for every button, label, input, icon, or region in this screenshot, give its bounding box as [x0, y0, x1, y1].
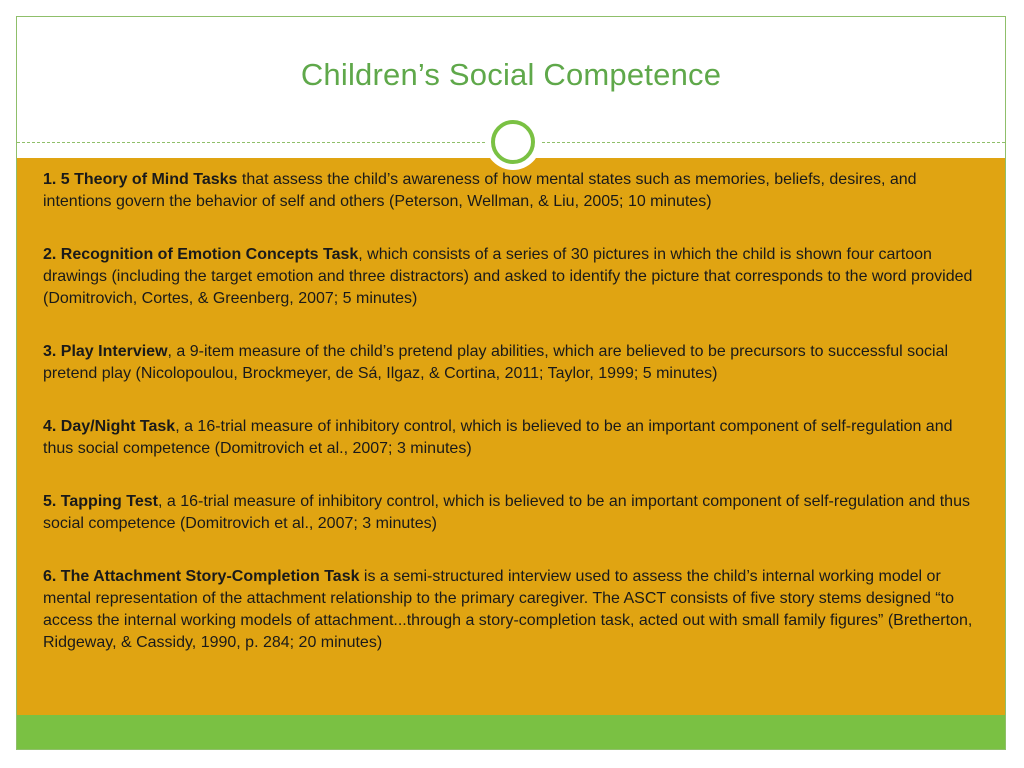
item-lead: 6. The Attachment Story-Completion Task	[43, 568, 360, 585]
circle-ornament-ring	[491, 120, 535, 164]
item-lead: 3. Play Interview	[43, 343, 168, 360]
item-lead: 4. Day/Night Task	[43, 418, 176, 435]
list-item	[43, 169, 983, 213]
item-text: , a 16-trial measure of inhibitory control, which is believed to be an important component of self-regulation and thus social competence (Domitrovich et al., 2007; 3 minutes)	[43, 493, 970, 532]
item-lead: 5. Tapping Test	[43, 493, 158, 510]
slide	[16, 16, 1006, 750]
list-item	[43, 341, 983, 385]
item-text: is a semi-structured interview used to assess the child’s internal working model or mental representation of the attachment relationship to the primary caregiver. The ASCT consists of five story stems designed “to access the internal working models of attachment...through a story-completion task, acted out with small family figures” (Bretherton, Ridgeway, & Cassidy, 1990, p. 284; 20 minutes)	[43, 568, 973, 651]
item-lead: 2. Recognition of Emotion Concepts Task	[43, 246, 359, 263]
item-text: , which consists of a series of 30 pictures in which the child is shown four cartoon drawings (including the target emotion and three distractors) and asked to identify the picture that corresponds to the word provided (Domitrovich, Cortes, & Greenberg, 2007; 5 minutes)	[43, 246, 973, 307]
slide-body	[43, 169, 983, 685]
list-item	[43, 244, 983, 310]
list-item	[43, 416, 983, 460]
circle-ornament-icon	[485, 114, 541, 170]
footer-band	[17, 715, 1005, 750]
item-lead: 1. 5 Theory of Mind Tasks	[43, 171, 238, 188]
list-item	[43, 491, 983, 535]
list-item	[43, 566, 983, 654]
slide-title: Children’s Social Competence	[300, 57, 722, 92]
item-text: , a 16-trial measure of inhibitory control, which is believed to be an important component of self-regulation and thus social competence (Domitrovich et al., 2007; 3 minutes)	[43, 418, 953, 457]
item-text: , a 9-item measure of the child’s pretend play abilities, which are believed to be precursors to successful social pretend play (Nicolopoulou, Brockmeyer, de Sá, Ilgaz, & Cortina, 2011; Taylor, 1999; 5 minutes)	[43, 343, 949, 382]
item-text: that assess the child’s awareness of how mental states such as memories, beliefs, desires, and intentions govern the behavior of self and others (Peterson, Wellman, & Liu, 2005; 10 minutes)	[43, 171, 917, 210]
